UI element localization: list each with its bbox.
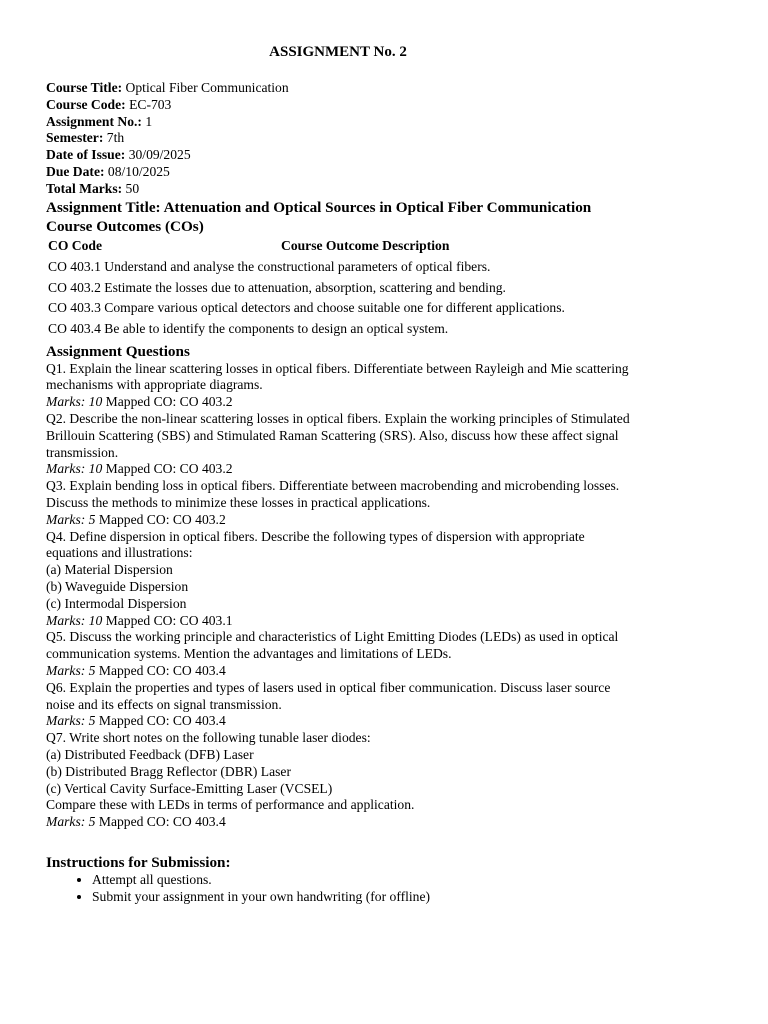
question-text-line: Q2. Describe the non-linear scattering losses in optical fibers. Explain the working principles of Stimulated [46, 410, 630, 426]
meta-row [46, 147, 726, 164]
marks-label: Marks: 5 [46, 713, 96, 729]
question-item [46, 730, 726, 831]
marks-label: Marks: 10 [46, 612, 103, 628]
question-text-line: transmission. [46, 444, 119, 460]
course-meta [46, 80, 726, 905]
meta-label: Date of Issue: [46, 147, 126, 163]
question-text-line: Q7. Write short notes on the following tunable laser diodes: [46, 730, 371, 746]
marks-label: Marks: 10 [46, 394, 103, 410]
meta-row [46, 164, 726, 181]
question-text-line: Q3. Explain bending loss in optical fibers. Differentiate between macrobending and microbending losses. [46, 478, 620, 494]
meta-value: 7th [103, 130, 125, 146]
question-text-line: Q1. Explain the linear scattering losses in optical fibers. Differentiate between Rayleigh and Mie scattering [46, 360, 629, 376]
question-text-line: Q5. Discuss the working principle and characteristics of Light Emitting Diodes (LEDs) as used in optical [46, 629, 619, 645]
question-text-line: mechanisms with appropriate diagrams. [46, 377, 263, 393]
marks-label: Marks: 5 [46, 814, 96, 830]
meta-label: Total Marks: [46, 180, 123, 196]
mapped-co: Mapped CO: CO 403.1 [102, 612, 233, 628]
instructions-list [46, 872, 726, 906]
meta-label: Semester: [46, 130, 104, 146]
question-text-line: (c) Vertical Cavity Surface-Emitting Laser (VCSEL) [46, 780, 333, 796]
meta-row [46, 114, 726, 131]
instruction-item: • Submit your assignment in your own handwriting (for offline) [92, 889, 726, 906]
co-row [48, 278, 565, 299]
meta-list [46, 80, 726, 198]
question-marks [46, 461, 726, 478]
marks-label: Marks: 5 [46, 662, 96, 678]
marks-label: Marks: 5 [46, 511, 96, 527]
co-code-header: CO Code [48, 238, 102, 254]
question-text-line: equations and illustrations: [46, 545, 193, 561]
marks-label: Marks: 10 [46, 461, 103, 477]
assignment-title: Assignment Title: Attenuation and Optical Sources in Optical Fiber Communication [46, 198, 592, 216]
meta-label: Course Title: [46, 80, 123, 95]
question-marks [46, 814, 726, 831]
co-heading: Course Outcomes (COs) [46, 217, 204, 235]
question-item [46, 411, 726, 478]
meta-row [46, 97, 726, 114]
question-item [46, 629, 726, 679]
question-text-line: (b) Waveguide Dispersion [46, 578, 189, 594]
question-marks [46, 613, 726, 630]
meta-value: Optical Fiber Communication [122, 80, 289, 95]
meta-value: 08/10/2025 [104, 163, 170, 179]
meta-value: 50 [122, 180, 140, 196]
mapped-co: Mapped CO: CO 403.2 [102, 461, 233, 477]
co-row-text: CO 403.1 Understand and analyse the constructional parameters of optical fibers. [48, 259, 491, 275]
question-marks [46, 512, 726, 529]
meta-label: Assignment No.: [46, 113, 142, 129]
question-marks [46, 713, 726, 730]
question-text-line: Compare these with LEDs in terms of performance and application. [46, 797, 415, 813]
question-item [46, 478, 726, 528]
questions-heading: Assignment Questions [46, 342, 190, 360]
question-text-line: (c) Intermodal Dispersion [46, 595, 187, 611]
co-table-header [48, 236, 565, 258]
instruction-item: • Attempt all questions. [92, 872, 726, 889]
question-marks [46, 663, 726, 680]
meta-value: EC-703 [125, 96, 172, 112]
mapped-co: Mapped CO: CO 403.2 [102, 394, 233, 410]
co-row-text: CO 403.3 Compare various optical detectors and choose suitable one for different applications. [48, 300, 565, 316]
question-text-line: (b) Distributed Bragg Reflector (DBR) Laser [46, 763, 291, 779]
question-item [46, 529, 726, 630]
co-row [48, 258, 565, 279]
meta-label: Due Date: [46, 163, 105, 179]
question-text-line: Q6. Explain the properties and types of lasers used in optical fiber communication. Discuss laser source [46, 679, 611, 695]
meta-value: 1 [141, 113, 153, 129]
co-row-text: CO 403.2 Estimate the losses due to attenuation, absorption, scattering and bending. [48, 279, 506, 295]
mapped-co: Mapped CO: CO 403.4 [95, 713, 226, 729]
question-text-line: (a) Distributed Feedback (DFB) Laser [46, 746, 254, 762]
co-row-text: CO 403.4 Be able to identify the components to design an optical system. [48, 320, 449, 336]
question-text-line: Brillouin Scattering (SBS) and Stimulated Raman Scattering (SRS). Also, discuss how these affect signal [46, 427, 619, 443]
question-text-line: (a) Material Dispersion [46, 562, 173, 578]
co-description-header: Course Outcome Description [281, 238, 450, 254]
document-title: ASSIGNMENT No. 2 [269, 44, 407, 60]
meta-label: Course Code: [46, 96, 126, 112]
question-item [46, 361, 726, 411]
mapped-co: Mapped CO: CO 403.2 [95, 511, 226, 527]
question-text-line: communication systems. Mention the advantages and limitations of LEDs. [46, 646, 452, 662]
instructions-heading: Instructions for Submission: [46, 853, 231, 871]
co-row [48, 299, 565, 320]
question-marks [46, 394, 726, 411]
question-text-line: Discuss the methods to minimize these losses in practical applications. [46, 494, 431, 510]
co-table [48, 236, 565, 340]
question-item [46, 680, 726, 730]
meta-row [46, 130, 726, 147]
questions-list [46, 361, 726, 831]
meta-value: 30/09/2025 [125, 147, 191, 163]
question-text-line: noise and its effects on signal transmission. [46, 696, 282, 712]
meta-row [46, 80, 726, 97]
meta-row [46, 181, 726, 198]
mapped-co: Mapped CO: CO 403.4 [95, 814, 226, 830]
mapped-co: Mapped CO: CO 403.4 [95, 662, 226, 678]
co-row [48, 319, 565, 340]
question-text-line: Q4. Define dispersion in optical fibers. Describe the following types of dispersion with appropriate [46, 528, 585, 544]
